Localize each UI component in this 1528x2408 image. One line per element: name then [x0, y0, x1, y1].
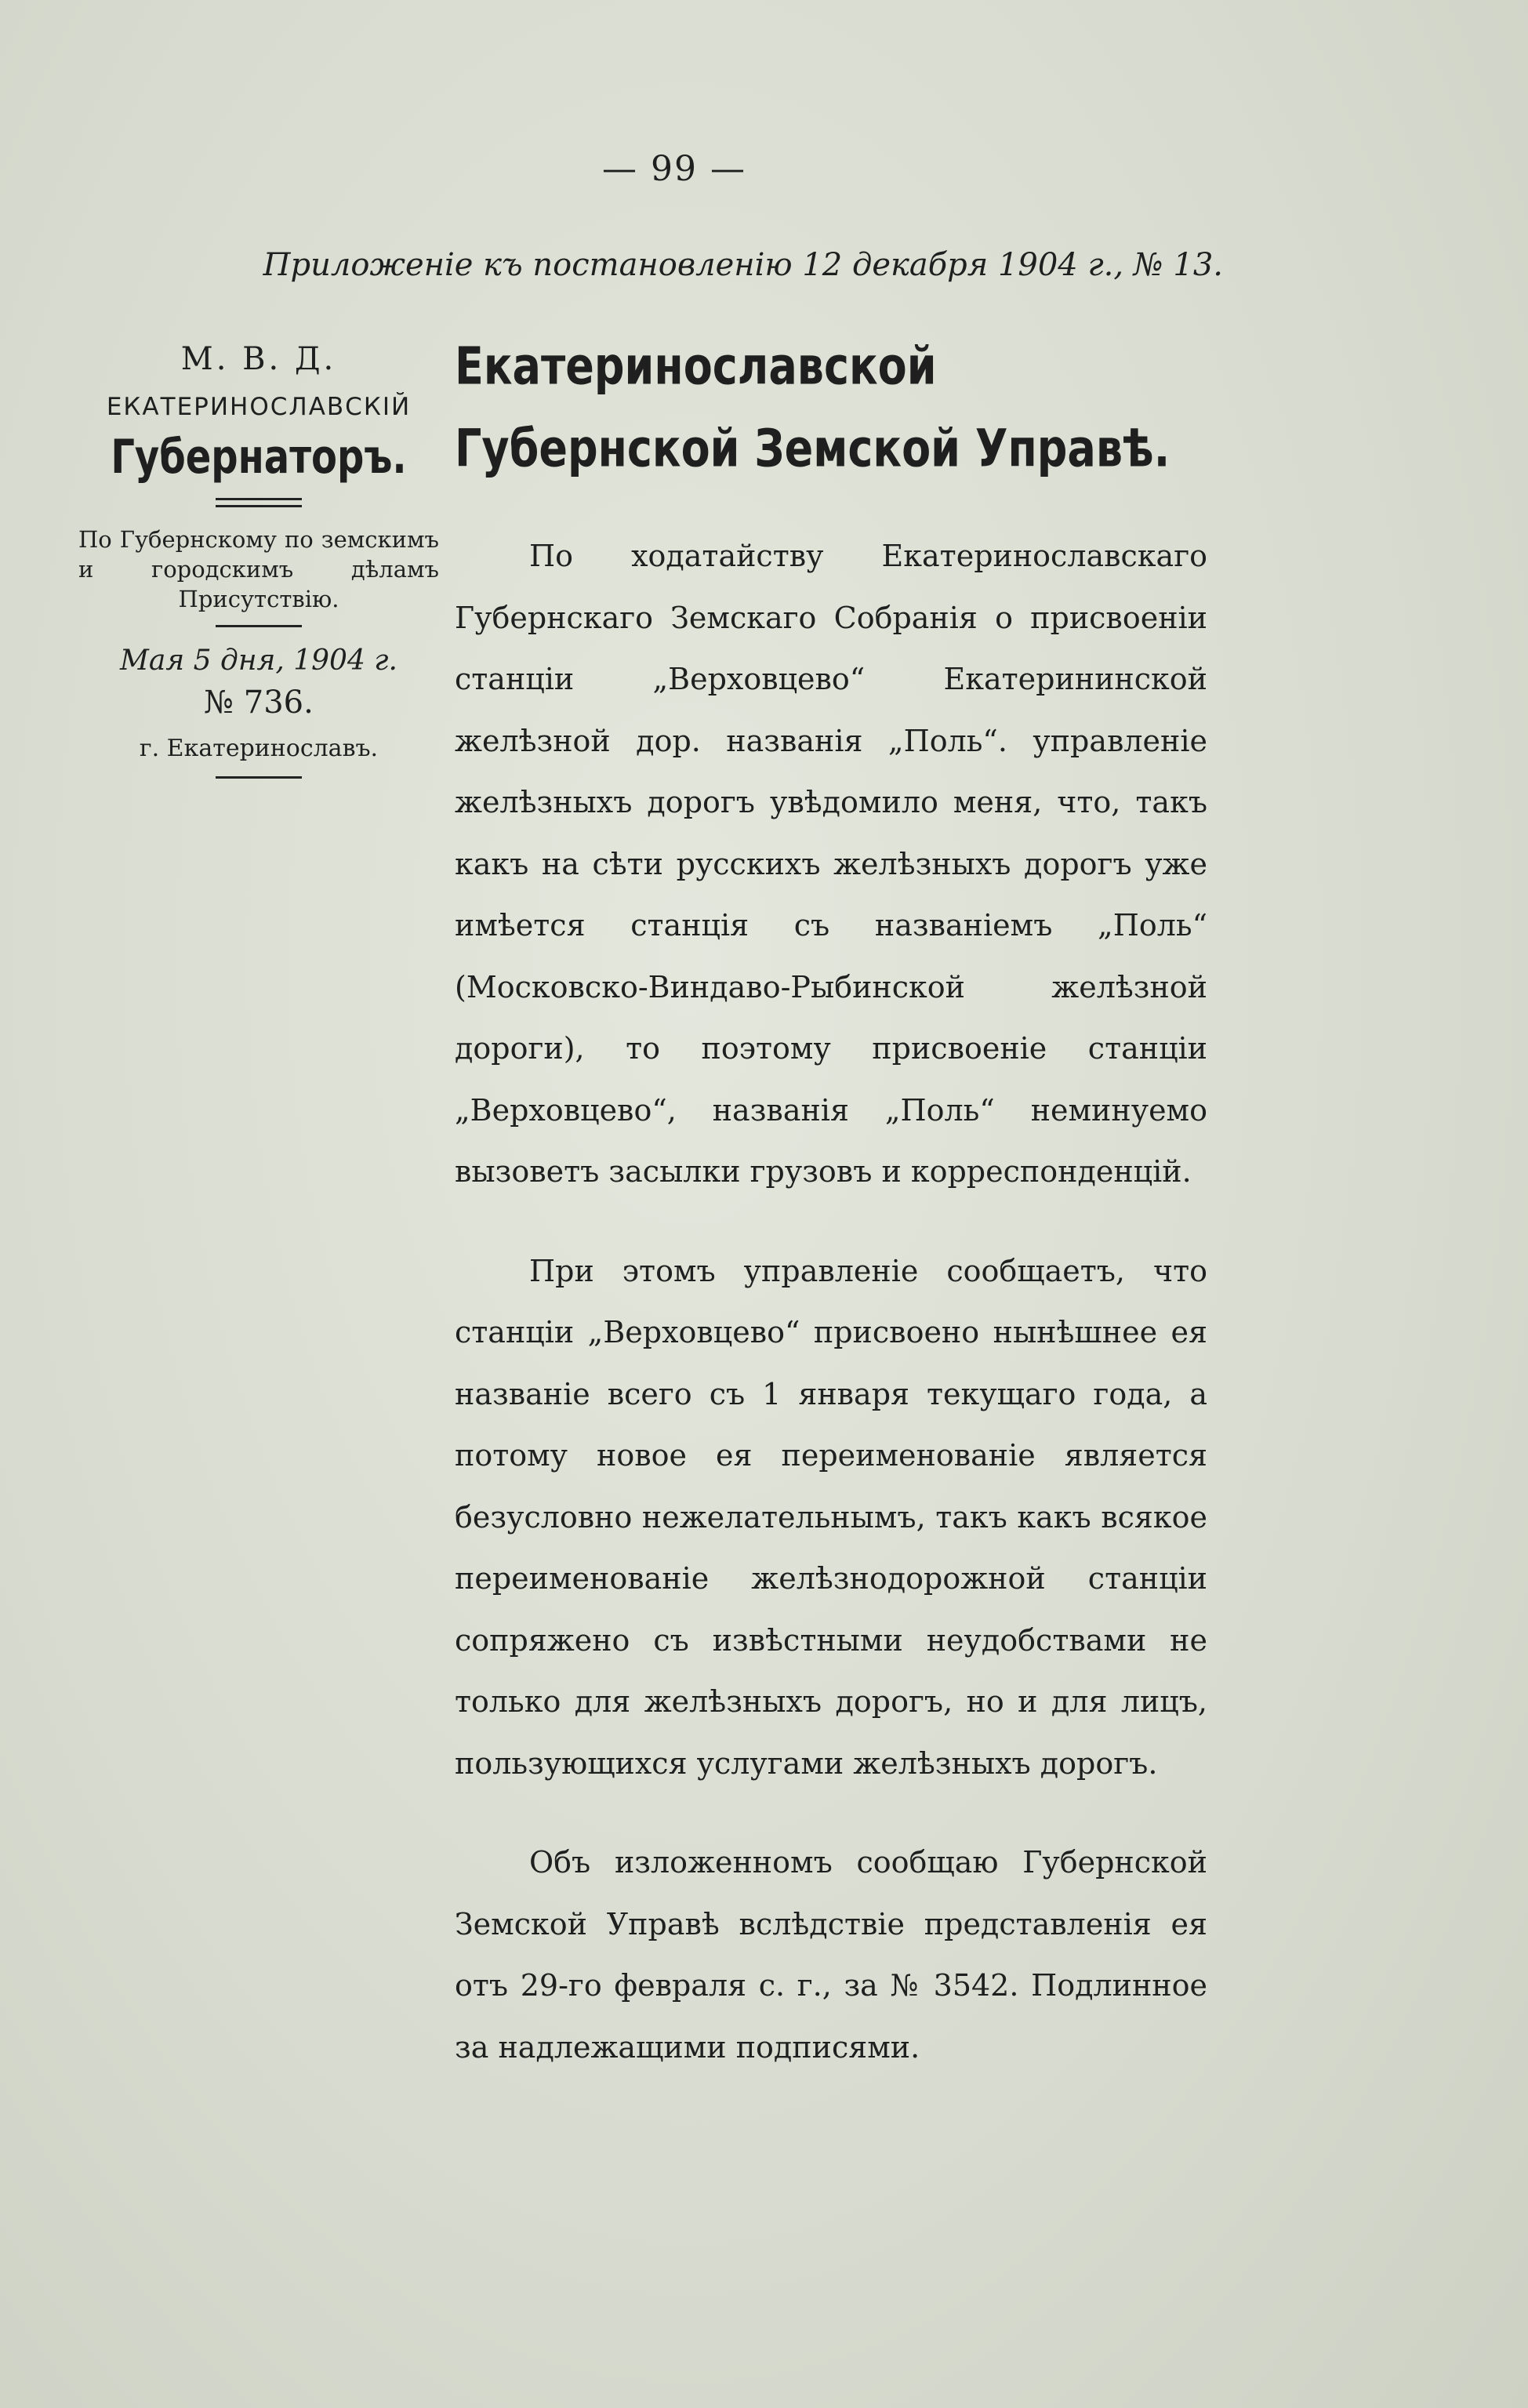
page-number: — 99 —	[602, 149, 746, 189]
divider	[216, 776, 302, 779]
divider	[216, 625, 302, 627]
ministry-label: М. В. Д.	[180, 341, 337, 377]
paragraph: Объ изложенномъ сообщаю Губернской Земской Управѣ вслѣдствiе представленiя ея отъ 29-го февраля с. г., за № 3542. Подлинное за надлежащими подписями.	[455, 1845, 1207, 2065]
presence-label: По Губернскому по земскимъ и городскимъ дѣламъ Присутствiю.	[78, 526, 439, 612]
letter-number: № 736.	[204, 685, 314, 721]
sender-block	[78, 341, 439, 796]
letter-date: Мая 5 дня, 1904 г.	[120, 645, 397, 677]
addressee-heading: Екатеринославской Губернской Земской Управѣ.	[455, 336, 1170, 479]
letter-body	[455, 525, 1207, 2078]
governor-label: Губернаторъ.	[111, 430, 407, 485]
appendix-line: Приложенiе къ постановленiю 12 декабря 1904 г., № 13.	[263, 247, 1223, 283]
double-divider	[216, 498, 302, 507]
paragraph: По ходатайству Екатеринославскаго Губернскаго Земскаго Собранiя о присвоенiи станцiи „Верховцево“ Екатерининской желѣзной дор. названiя „Поль“. управленiе желѣзныхъ дорогъ увѣдомило меня, что, такъ какъ на сѣти русскихъ желѣзныхъ дорогъ уже имѣется станцiя съ названiемъ „Поль“ (Московско-Виндаво-Рыбинской желѣзной дороги), то поэтому присвоенiе станцiи „Верховцево“, названiя „Поль“ неминуемо вызоветъ засылки грузовъ и корреспонденцiй.	[455, 539, 1207, 1189]
paragraph: При этомъ управленiе сообщаетъ, что станцiи „Верховцево“ присвоено нынѣшнее ея названiе всего съ 1 января текущаго года, а потому новое ея переименованiе является безусловно нежелательнымъ, такъ какъ всякое переименованiе желѣзнодорожной станцiи сопряжено съ извѣстными неудобствами не только для желѣзныхъ дорогъ, но и для лицъ, пользующихся услугами желѣзныхъ дорогъ.	[455, 1253, 1207, 1781]
letter-city: г. Екатеринославъ.	[139, 735, 379, 762]
governor-office-label: ЕКАТЕРИНОСЛАВСКIЙ	[106, 393, 412, 421]
